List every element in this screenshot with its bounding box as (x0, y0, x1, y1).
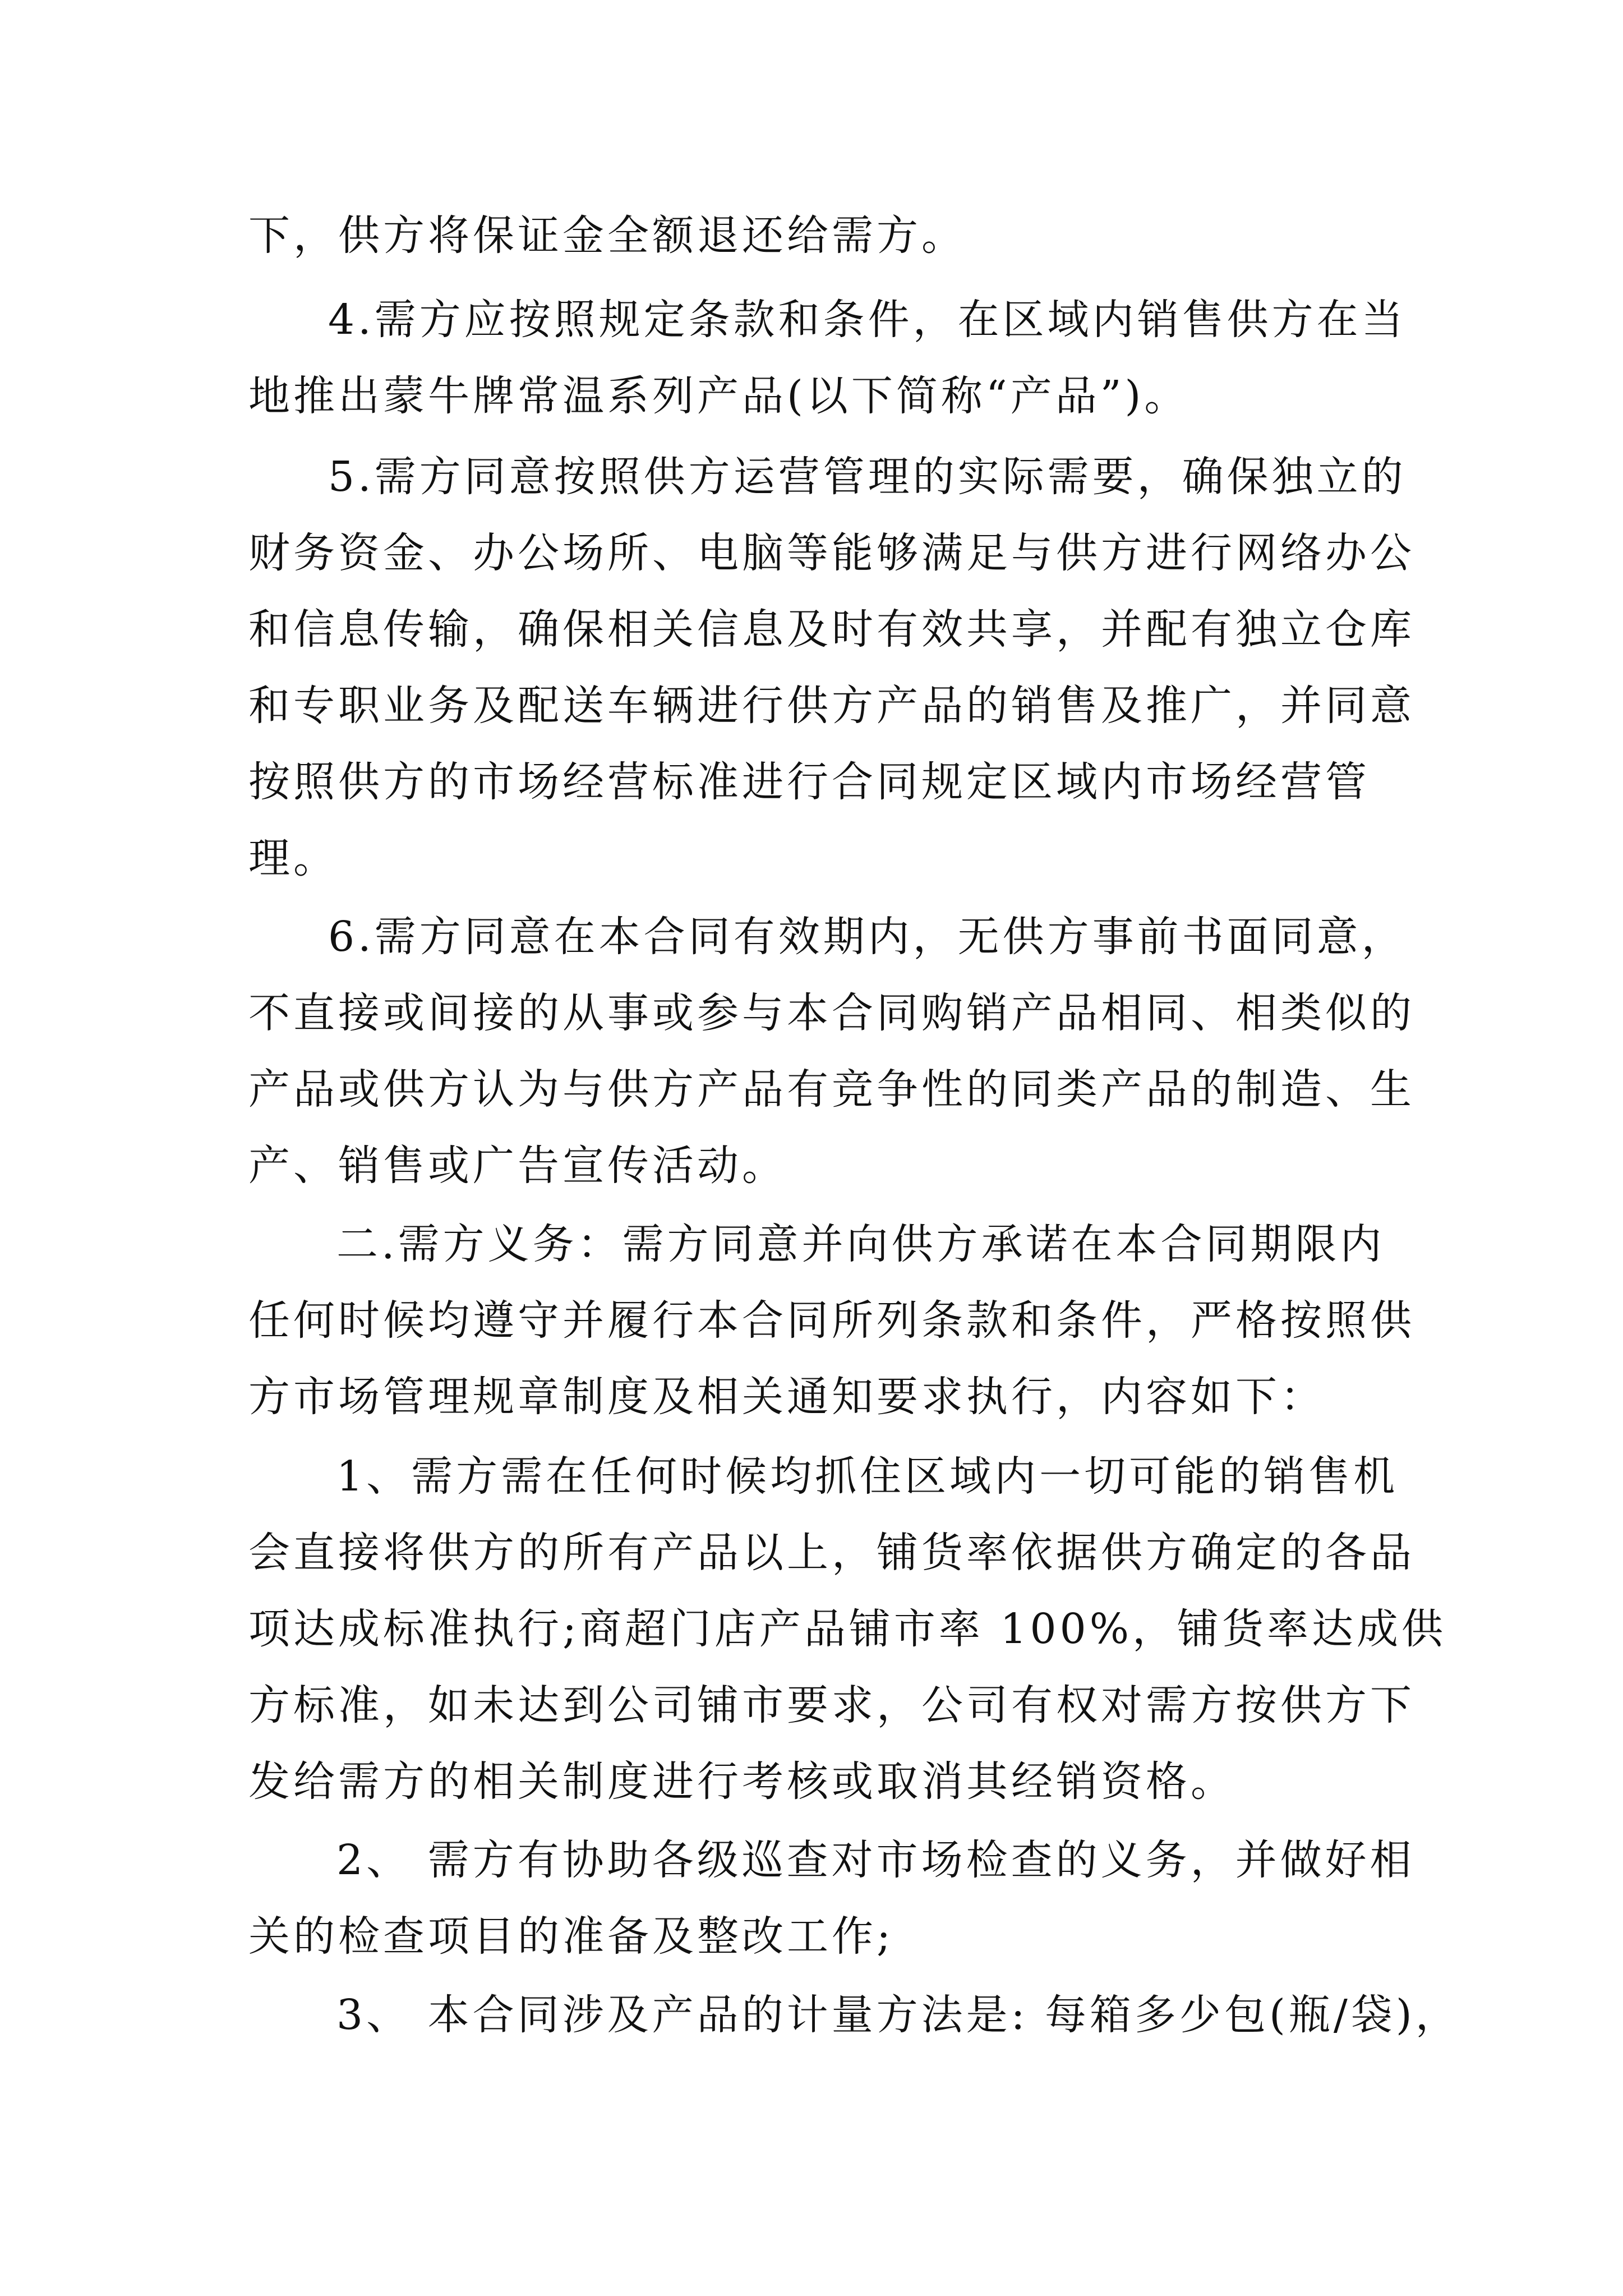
paragraph-line: 发给需方的相关制度进行考核或取消其经销资格。 (248, 1757, 1235, 1806)
paragraph-line: 地推出蒙牛牌常温系列产品(以下简称“产品”)。 (248, 372, 1189, 420)
paragraph-line: 按照供方的市场经营标准进行合同规定区域内市场经营管 (248, 758, 1370, 806)
paragraph-line: 6.需方同意在本合同有效期内，无供方事前书面同意， (328, 913, 1407, 961)
paragraph-line: 方市场管理规章制度及相关通知要求执行，内容如下： (248, 1373, 1325, 1421)
paragraph-line: 和信息传输，确保相关信息及时有效共享，并配有独立仓库 (248, 605, 1415, 654)
paragraph-line: 方标准，如未达到公司铺市要求，公司有权对需方按供方下 (248, 1681, 1415, 1729)
paragraph-line: 5.需方同意按照供方运营管理的实际需要，确保独立的 (328, 453, 1407, 501)
paragraph-line: 4.需方应按照规定条款和条件，在区域内销售供方在当 (328, 296, 1407, 344)
paragraph-line: 2、 需方有协助各级巡查对市场检查的义务，并做好相 (336, 1836, 1415, 1884)
paragraph-line: 理。 (248, 834, 338, 882)
paragraph-line: 财务资金、办公场所、电脑等能够满足与供方进行网络办公 (248, 529, 1415, 577)
paragraph-line: 项达成标准执行;商超门店产品铺市率 100%，铺货率达成供 (248, 1605, 1447, 1653)
paragraph-line: 关的检查项目的准备及整改工作; (248, 1912, 894, 1961)
paragraph-line: 产、销售或广告宣传活动。 (248, 1142, 787, 1190)
paragraph-line: 不直接或间接的从事或参与本合同购销产品相同、相类似的 (248, 989, 1415, 1037)
paragraph-line: 下，供方将保证金全额退还给需方。 (248, 211, 966, 260)
paragraph-line: 任何时候均遵守并履行本合同所列条款和条件，严格按照供 (248, 1296, 1415, 1345)
paragraph-line: 1、需方需在任何时候均抓住区域内一切可能的销售机 (336, 1452, 1399, 1501)
section-heading-line: 二.需方义务：需方同意并向供方承诺在本合同期限内 (336, 1220, 1385, 1268)
paragraph-line: 3、 本合同涉及产品的计量方法是: 每箱多少包(瓶/袋)， (336, 1991, 1460, 2039)
paragraph-line: 和专职业务及配送车辆进行供方产品的销售及推广，并同意 (248, 682, 1415, 730)
paragraph-line: 会直接将供方的所有产品以上，铺货率依据供方确定的各品 (248, 1529, 1415, 1577)
paragraph-line: 产品或供方认为与供方产品有竞争性的同类产品的制造、生 (248, 1065, 1415, 1114)
